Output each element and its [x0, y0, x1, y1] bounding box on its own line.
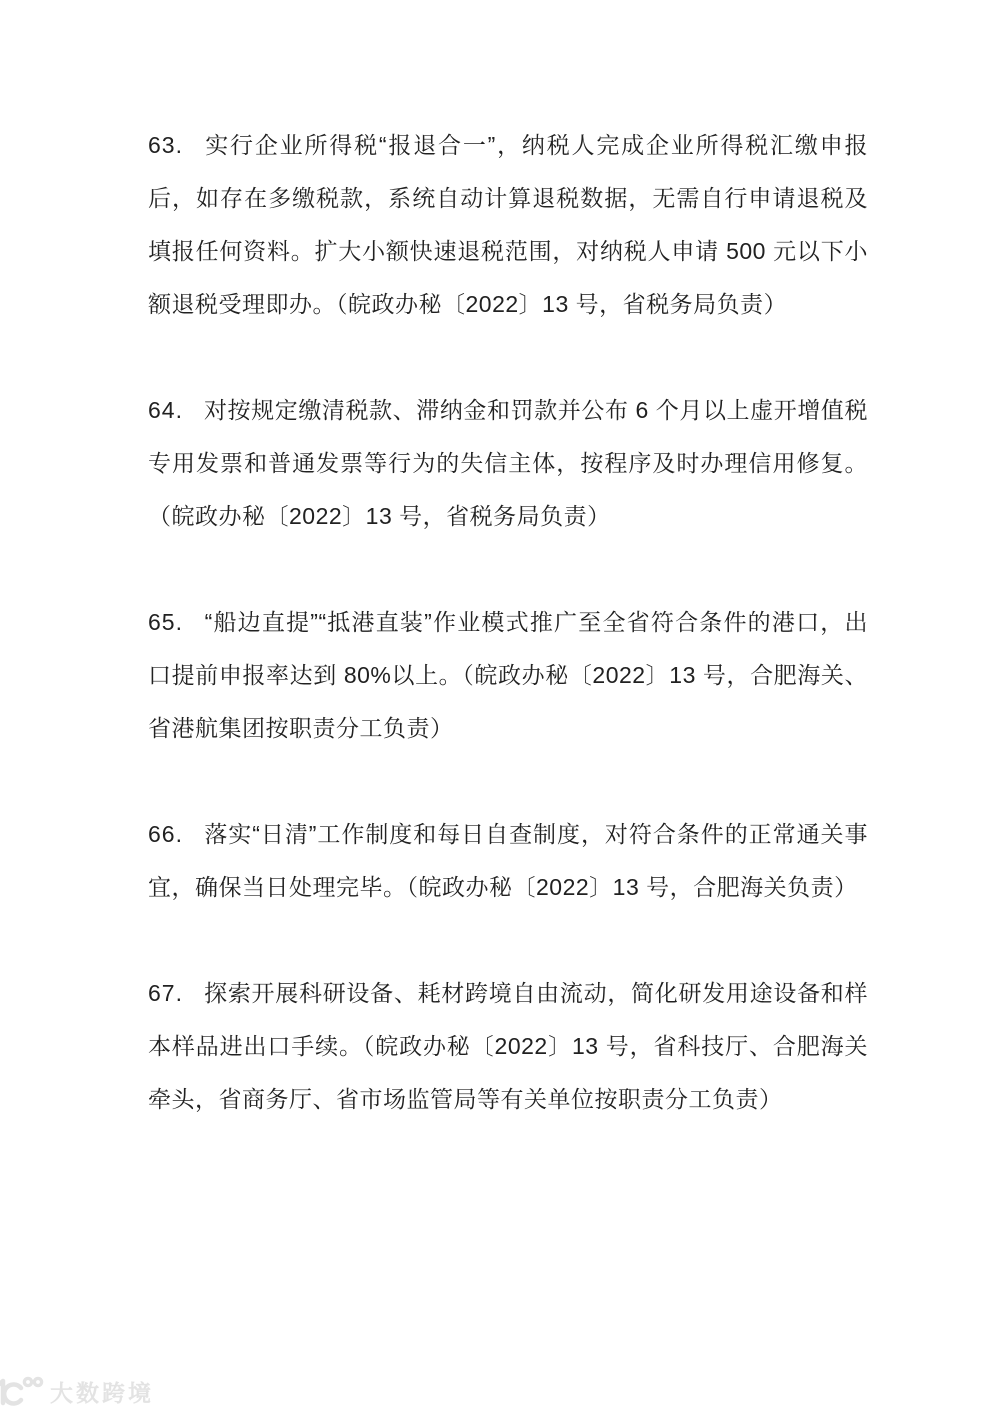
paragraph-text: “船边直提”“抵港直装”作业模式推广至全省符合条件的港口，出口提前申报率达到 80%以上。（皖政办秘〔2022〕13 号，合肥海关、省港航集团按职责分工负责）	[148, 609, 869, 741]
paragraph-number: 65.	[148, 609, 183, 635]
paragraph-text: 对按规定缴清税款、滞纳金和罚款并公布 6 个月以上虚开增值税专用发票和普通发票等行为的失信主体，按程序及时办理信用修复。（皖政办秘〔2022〕13 号，省税务局负责）	[148, 397, 868, 529]
watermark-logo-icon	[0, 1373, 44, 1409]
paragraph-number: 67.	[148, 980, 183, 1006]
watermark-text: 大数跨境	[50, 1379, 154, 1406]
paragraph-number: 63.	[148, 132, 183, 158]
document-body	[148, 119, 868, 1179]
paragraph-64	[148, 384, 868, 543]
paragraph-63	[148, 119, 868, 331]
paragraph-67	[148, 967, 868, 1126]
paragraph-66	[148, 808, 868, 914]
paragraph-text: 探索开展科研设备、耗材跨境自由流动，简化研发用途设备和样本样品进出口手续。（皖政办秘〔2022〕13 号，省科技厅、合肥海关牵头，省商务厅、省市场监管局等有关单位按职责分工负责）	[148, 980, 868, 1112]
paragraph-65	[148, 596, 868, 755]
paragraph-text: 实行企业所得税“报退合一”，纳税人完成企业所得税汇缴申报后，如存在多缴税款，系统自动计算退税数据，无需自行申请退税及填报任何资料。扩大小额快速退税范围，对纳税人申请 500 元以下小额退税受理即办。（皖政办秘〔2022〕13 号，省税务局负责）	[148, 132, 869, 317]
watermark	[0, 1373, 154, 1409]
paragraph-number: 64.	[148, 397, 183, 423]
paragraph-number: 66.	[148, 821, 183, 847]
paragraph-text: 落实“日清”工作制度和每日自查制度，对符合条件的正常通关事宜，确保当日处理完毕。（皖政办秘〔2022〕13 号，合肥海关负责）	[148, 821, 869, 900]
